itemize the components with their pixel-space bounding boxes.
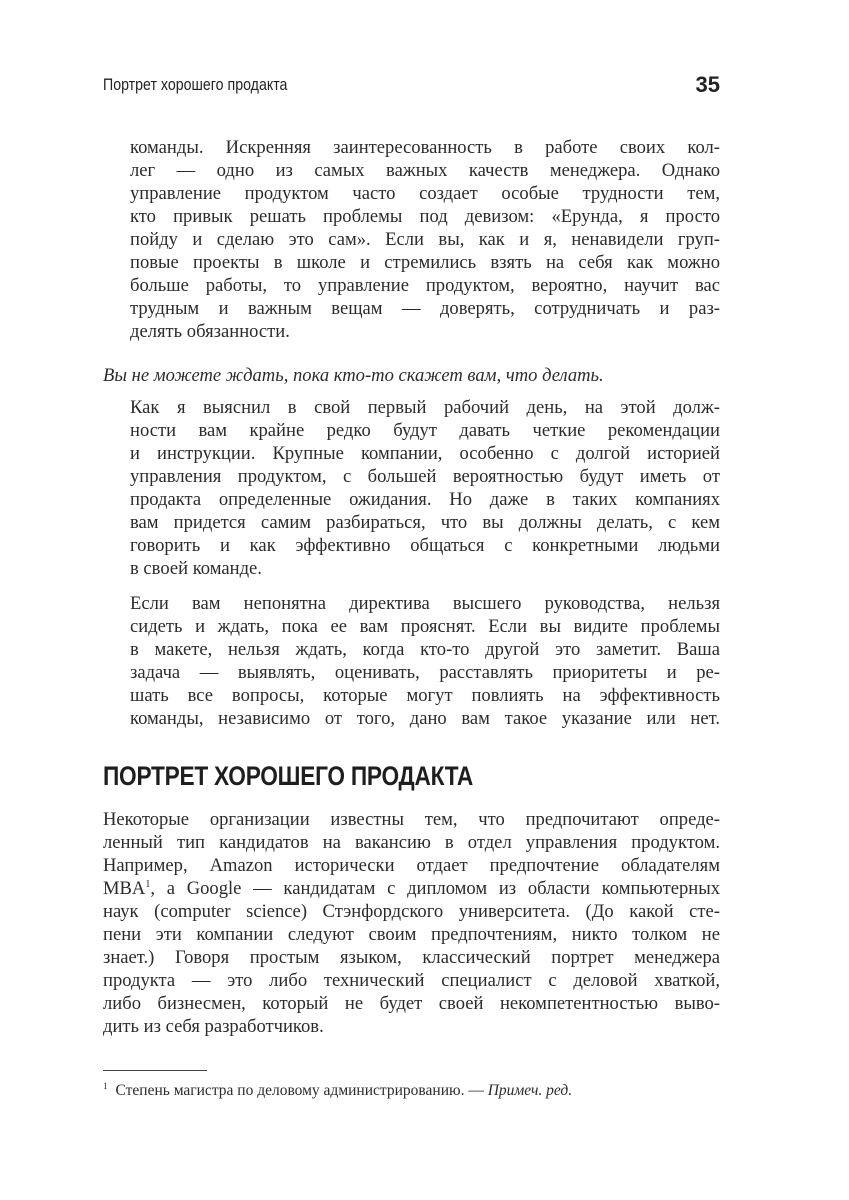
text-line: говорить и как эффективно общаться с конкретными людьми — [130, 535, 720, 556]
text-line: лег — одно из самых важных качеств менеджера. Однако — [130, 160, 720, 181]
text-line: Некоторые организации известны тем, что предпочитают опреде- — [103, 809, 720, 830]
text-line: в своей команде. — [130, 558, 262, 579]
text-line: вам придется самим разбираться, что вы должны делать, с кем — [130, 512, 720, 533]
text-line: задача — выявлять, оценивать, расставлять приоритеты и ре- — [130, 662, 720, 683]
paragraph-2 — [130, 396, 720, 580]
paragraph-3 — [130, 592, 720, 730]
running-header: Портрет хорошего продакта — [103, 76, 288, 94]
text-line — [103, 877, 720, 900]
footnote-mark: 1 — [103, 1080, 108, 1091]
text-line: наук (computer science) Стэнфордского университета. (До какой сте- — [103, 901, 720, 922]
text-line: команды. Искренняя заинтересованность в работе своих кол- — [130, 137, 720, 158]
footnote-ref[interactable]: 1 — [145, 878, 151, 890]
text-line: трудным и важным вещам — доверять, сотрудничать и раз- — [130, 298, 720, 319]
text-line: кто привык решать проблемы под девизом: «Ерунда, я просто — [130, 206, 720, 227]
text-line: команды, независимо от того, дано вам такое указание или нет. — [130, 708, 720, 729]
text-line: в макете, нельзя ждать, когда кто-то другой это заметит. Ваша — [130, 639, 720, 660]
text-line: пени эти компании следуют своим предпочтениям, никто толком не — [103, 924, 720, 945]
text-line: дить из себя разработчиков. — [103, 1016, 324, 1037]
text-line: Как я выяснил в свой первый рабочий день, на этой долж- — [130, 397, 720, 418]
text-line: больше работы, то управление продуктом, вероятно, научит вас — [130, 275, 720, 296]
text-fragment: MBA — [103, 878, 146, 899]
footnote-editor-note: Примеч. ред. — [487, 1082, 573, 1099]
section-heading: ПОРТРЕТ ХОРОШЕГО ПРОДАКТА — [103, 761, 474, 791]
footnote — [103, 1081, 572, 1101]
text-line: ности вам крайне редко будут давать четкие рекомендации — [130, 420, 720, 441]
text-line: продукта — это либо технический специалист с деловой хваткой, — [103, 970, 720, 991]
text-line: Например, Amazon исторически отдает предпочтение обладателям — [103, 855, 720, 876]
paragraph-4 — [103, 808, 720, 1038]
text-line: управление продуктом часто создает особые трудности тем, — [130, 183, 720, 204]
text-line: ленный тип кандидатов на вакансию в отдел управления продуктом. — [103, 832, 720, 853]
text-line: пойду и сделаю это сам». Если вы, как и я, ненавидели груп- — [130, 229, 720, 250]
italic-lead: Вы не можете ждать, пока кто-то скажет вам, что делать. — [103, 365, 604, 386]
text-line: либо бизнесмен, который не будет своей некомпетентностью выво- — [103, 993, 720, 1014]
paragraph-1 — [130, 136, 720, 343]
text-line: делять обязанности. — [130, 321, 290, 342]
text-fragment: , a Google — кандидатам с дипломом из области компьютерных — [150, 878, 720, 899]
text-line: продакта определенные ожидания. Но даже в таких компаниях — [130, 489, 720, 510]
text-line: шать все вопросы, которые могут повлиять на эффективность — [130, 685, 720, 706]
text-line: управления продуктом, с большей вероятностью будут иметь от — [130, 466, 720, 487]
footnote-text: Степень магистра по деловому администрированию. — — [115, 1082, 488, 1099]
text-line: Если вам непонятна директива высшего руководства, нельзя — [130, 593, 720, 614]
text-line: повые проекты в школе и стремились взять на себя как можно — [130, 252, 720, 273]
text-line: сидеть и ждать, пока ее вам прояснят. Если вы видите проблемы — [130, 616, 720, 637]
footnote-divider — [103, 1070, 207, 1071]
text-line: знает.) Говоря простым языком, классический портрет менеджера — [103, 947, 720, 968]
text-line: и инструкции. Крупные компании, особенно с долгой историей — [130, 443, 720, 464]
page-number: 35 — [695, 72, 720, 97]
